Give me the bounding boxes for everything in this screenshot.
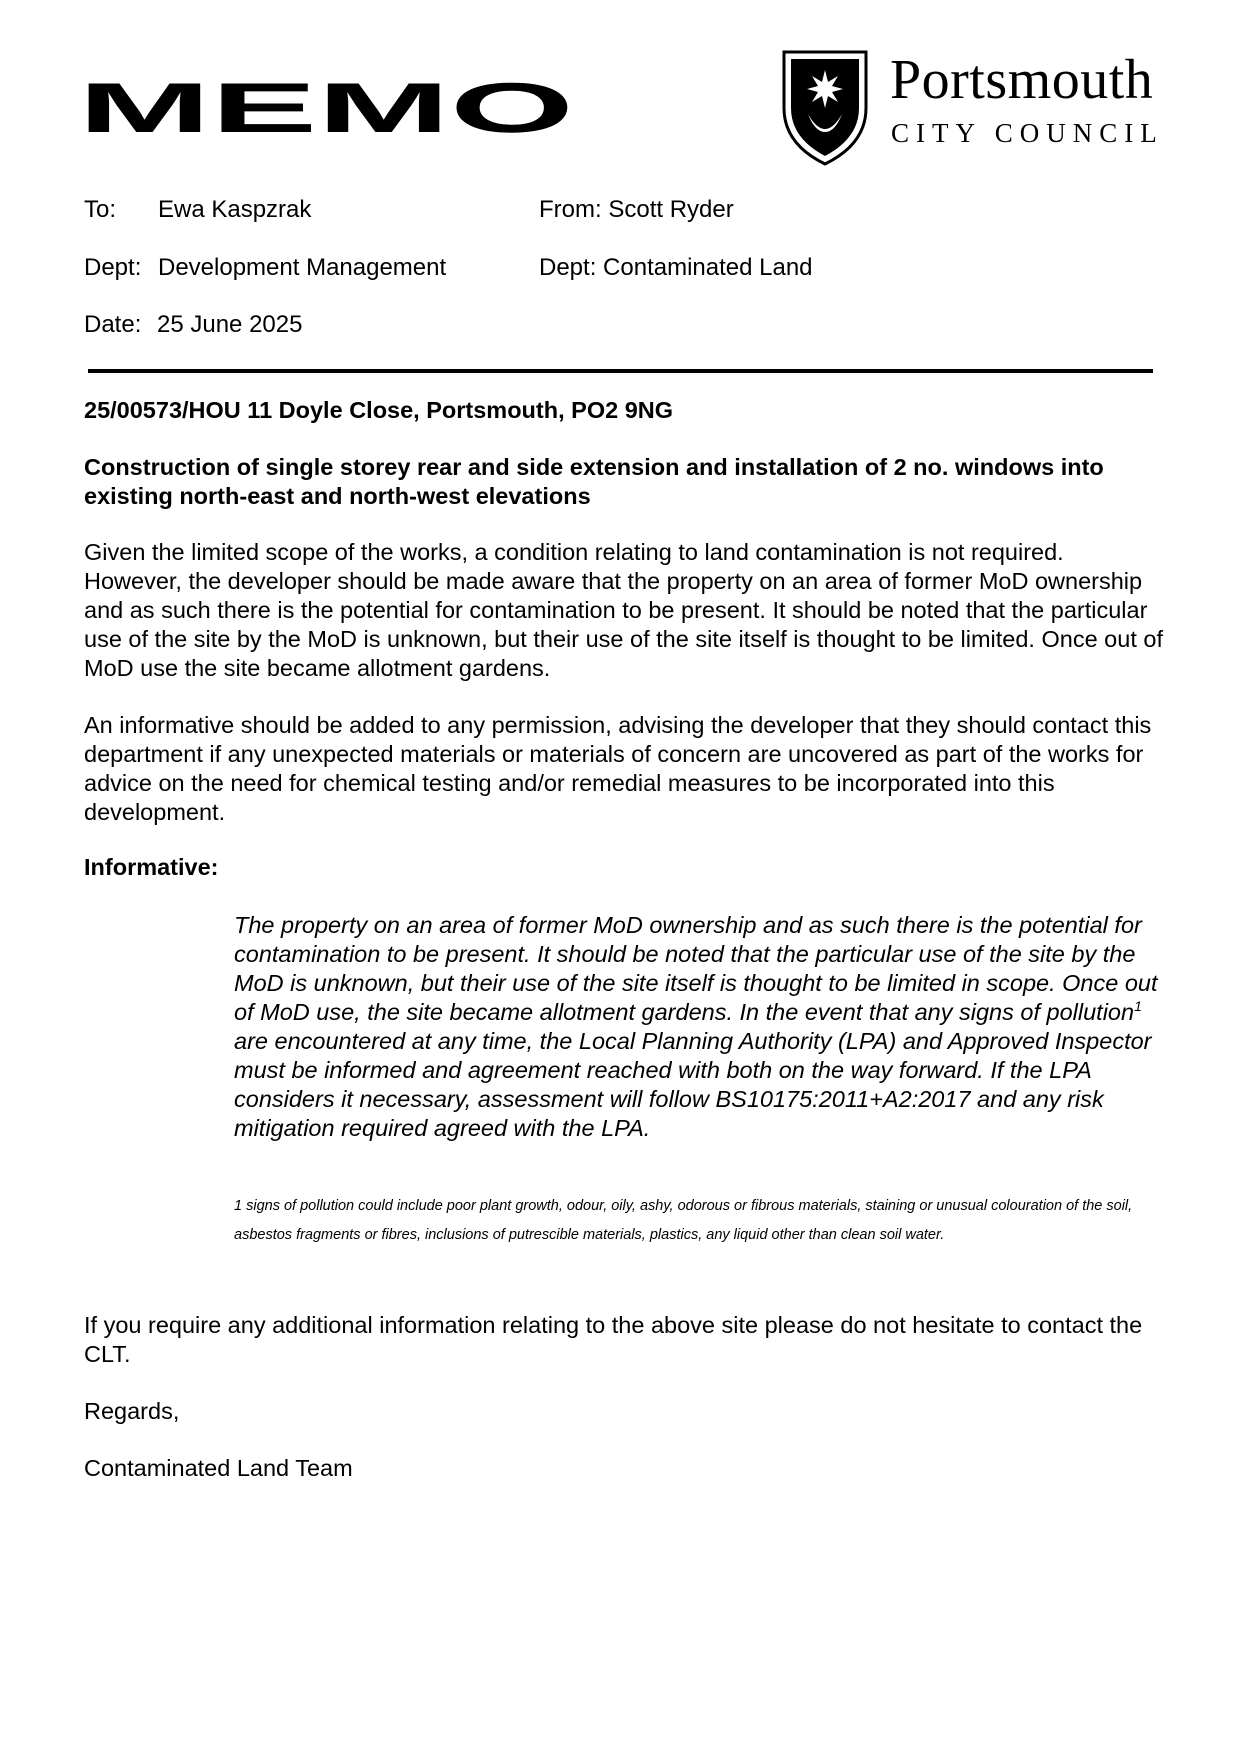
from-label: From: <box>539 196 602 223</box>
to-dept-field <box>84 254 446 282</box>
regards: Regards, <box>84 1398 180 1424</box>
paragraph-recommendation: An informative should be added to any permission, advising the developer that they should contact this department if any unexpected materials or materials of concern are uncovered as part of the works for advice on the need for chemical testing and/or remedial measures to be incorporated into this development. <box>84 712 1152 825</box>
informative-text-part1: The property on an area of former MoD ownership and as such there is the potential for contamination to be present. It should be noted that the particular use of the site by the MoD is unknown, but their use of the site itself is thought to be limited in scope. Once out of MoD use, the site became allotment gardens. In the event that any signs of pollution <box>234 912 1158 1025</box>
informative-text-part2: are encountered at any time, the Local Planning Authority (LPA) and Approved Inspector must be informed and agreement reached with both on the way forward. If the LPA considers it necessary, assessment will follow BS10175:2011+A2:2017 and any risk mitigation required agreed with the LPA. <box>234 1028 1152 1141</box>
to-field <box>84 196 311 224</box>
date-value: 25 June 2025 <box>157 311 303 338</box>
date-label: Date: <box>84 311 142 338</box>
council-logo <box>780 48 1180 168</box>
to-dept-value: Development Management <box>158 254 447 281</box>
proposal-title: Construction of single storey rear and side extension and installation of 2 no. windows into existing north-east and north-west elevations <box>84 454 1104 509</box>
paragraph-assessment: Given the limited scope of the works, a condition relating to land contamination is not required. However, the developer should be made aware that the property on an area of former MoD ownership and as such there is the potential for contamination to be present. It should be noted that the particular use of the site by the MoD is unknown, but their use of the site itself is thought to be limited. Once out of MoD use the site became allotment gardens. <box>84 539 1163 681</box>
informative-heading: Informative: <box>84 854 219 880</box>
memo-title-text: MEMO <box>78 70 574 140</box>
from-field <box>539 196 734 224</box>
from-dept-field <box>539 254 813 282</box>
to-value: Ewa Kaspzrak <box>158 196 312 223</box>
informative-text <box>234 911 1164 1143</box>
council-subtitle: CITY COUNCIL <box>891 118 1164 148</box>
site-reference: 25/00573/HOU 11 Doyle Close, Portsmouth, PO2 9NG <box>84 397 674 423</box>
from-dept-value: Contaminated Land <box>603 254 813 281</box>
footnote: 1 signs of pollution could include poor plant growth, odour, oily, ashy, odorous or fibrous materials, staining or unusual colouration of the soil, asbestos fragments or fibres, inclusions of putrescible materials, plastics, any liquid other than clean soil water. <box>234 1198 1133 1243</box>
date-field <box>84 311 302 339</box>
closing-paragraph: If you require any additional information relating to the above site please do not hesitate to contact the CLT. <box>84 1312 1143 1367</box>
crest-icon <box>780 48 870 168</box>
council-name: Portsmouth <box>890 49 1154 111</box>
signature: Contaminated Land Team <box>84 1455 353 1481</box>
to-label: To: <box>84 196 117 223</box>
footnote-marker: 1 <box>1134 998 1142 1015</box>
memo-title <box>78 70 578 140</box>
from-value: Scott Ryder <box>608 196 734 223</box>
header-divider <box>88 369 1153 373</box>
from-dept-label: Dept: <box>539 254 597 281</box>
to-dept-label: Dept: <box>84 254 142 281</box>
